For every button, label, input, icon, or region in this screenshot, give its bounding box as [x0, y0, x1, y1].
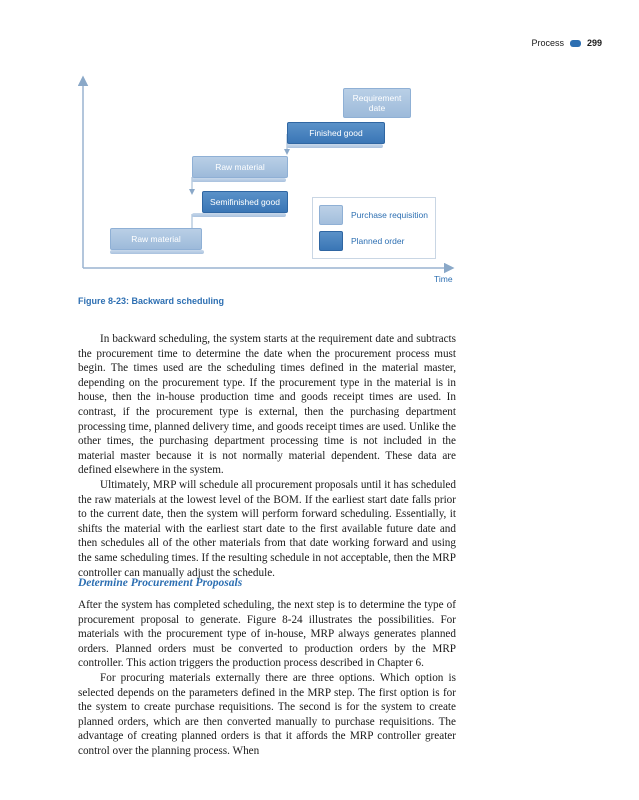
- header-section-title: Process: [531, 38, 564, 48]
- body-section-2: [78, 598, 456, 759]
- bar-raw-material-lower: Raw material: [110, 228, 202, 250]
- legend-label-purchase-requisition: Purchase requisition: [351, 210, 429, 220]
- body-section-1: [78, 332, 456, 580]
- bar-semifinished-good: Semifinished good: [202, 191, 288, 213]
- bar-strip: [287, 144, 383, 148]
- bar-strip: [192, 213, 286, 217]
- bar-finished-good: Finished good: [287, 122, 385, 144]
- legend-row-purchase-requisition: [319, 205, 428, 225]
- page-number: 299: [586, 38, 602, 48]
- legend-label-planned-order: Planned order: [351, 236, 405, 246]
- paragraph: After the system has completed scheduling, the next step is to determine the type of procurement proposal to generate. Figure 8-24 illustrates the possibilities. For materials with the procurement type of in-house, MRP always generates planned orders. Planned orders must be converted to production orders by the MRP controller. This action triggers the production process described in Chapter 6.: [78, 599, 456, 670]
- figure-caption: Figure 8-23: Backward scheduling: [78, 296, 225, 306]
- bar-strip: [192, 178, 286, 182]
- legend-row-planned-order: [319, 231, 404, 251]
- paragraph: Ultimately, MRP will schedule all procurement proposals until it has scheduled the raw materials at the lowest level of the BOM. If the earliest start date falls prior to the current date, then the system will perform forward scheduling. Essentially, it shifts the material with the earliest start date to the first available future date and then schedules all of the other materials from that date working forward and using the same scheduling times. If the resulting schedule in not acceptable, then the MRP controller can manually adjust the schedule.: [78, 478, 456, 579]
- bar-raw-material-upper: Raw material: [192, 156, 288, 178]
- x-axis-label: Time: [434, 274, 453, 284]
- section-heading: Determine Procurement Proposals: [78, 577, 243, 589]
- figure-legend: [312, 197, 436, 259]
- paragraph: In backward scheduling, the system starts at the requirement date and subtracts the procurement time to determine the date when the procurement process must begin. The times used are the scheduling times defined in the material master, depending on the procurement type. If the procurement type in the material is in house, then the in-house production time and goods receipt times are used. In contrast, if the procurement type is external, then the purchasing department processing time, planned delivery time, and goods receipt times are used. Unlike the other times, the purchasing department processing time is not included in the material master because it is not normally material dependent. These data are defined elsewhere in the system.: [78, 333, 456, 477]
- backward-scheduling-figure: [78, 74, 462, 288]
- running-header: [531, 38, 602, 48]
- bar-strip: [110, 250, 204, 254]
- legend-swatch-dark: [319, 231, 343, 251]
- header-bullet-icon: [570, 40, 581, 47]
- paragraph: For procuring materials externally there are three options. Which option is selected depends on the parameters defined in the MRP step. The first option is for the system to create purchase requisitions. The second is for the system to create planned orders, which are then converted manually to purchase requisitions. The advantage of creating planned orders is that it affords the MRP controller greater control over the planning process. When: [78, 671, 456, 757]
- bar-requirement-date: Requirement date: [343, 88, 411, 118]
- legend-swatch-light: [319, 205, 343, 225]
